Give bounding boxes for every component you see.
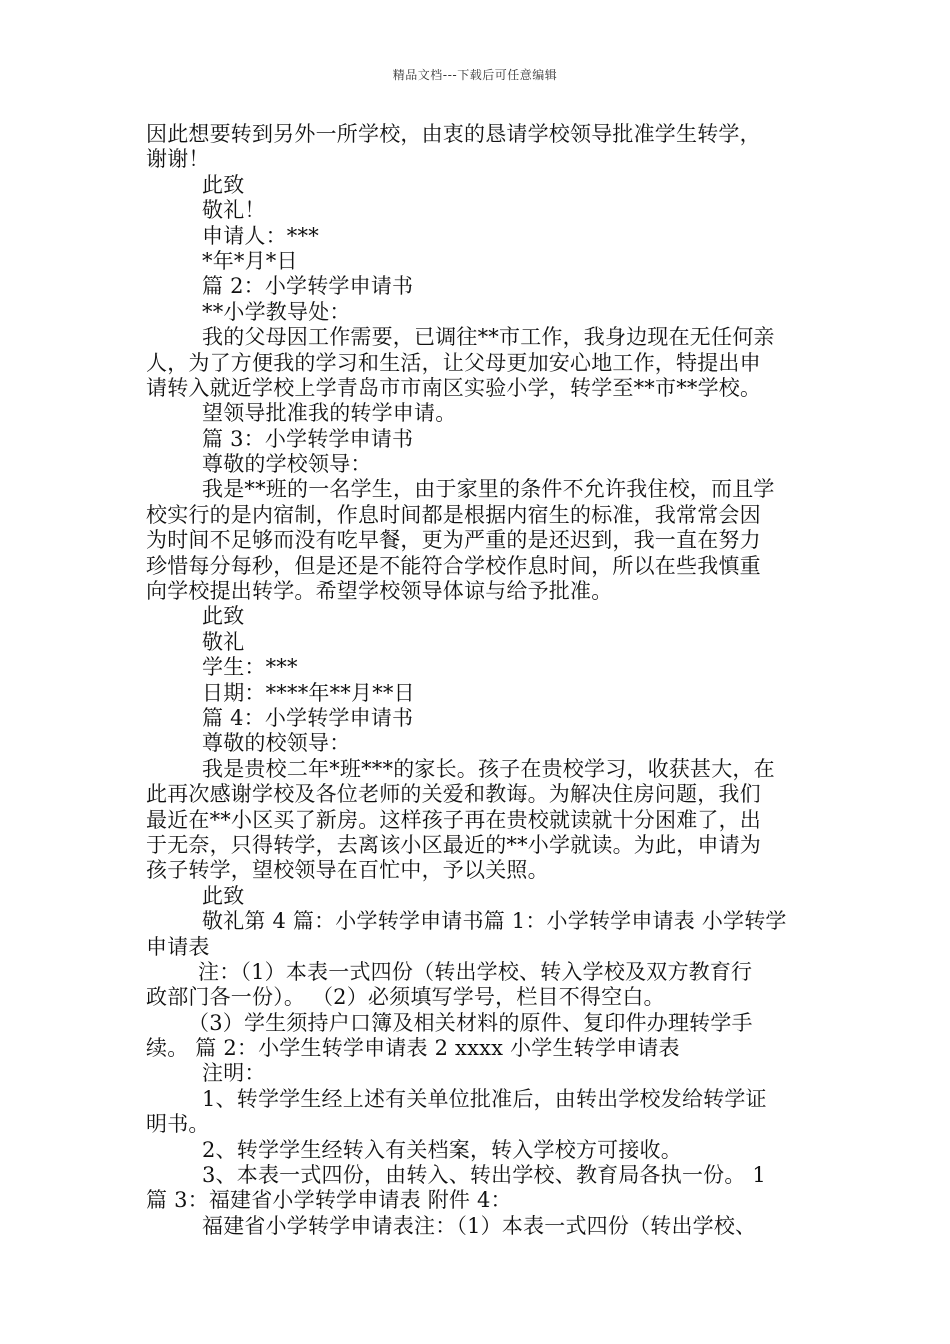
- paragraph-line: 福建省小学转学申请表注：（1）本表一式四份（转出学校、: [202, 1213, 757, 1238]
- paragraph-line: 明书。: [146, 1112, 210, 1137]
- paragraph-line: 望领导批准我的转学申请。: [202, 401, 457, 426]
- page-header: 精品文档---下载后可任意编辑: [392, 68, 558, 82]
- paragraph-line: 我是贵校二年*班***的家长。孩子在贵校学习，收获甚大，在: [202, 756, 775, 781]
- paragraph-line: 学生：***: [202, 655, 298, 680]
- paragraph-line: 注明：: [202, 1061, 266, 1086]
- paragraph-line: 于无奈，只得转学，去离该小区最近的**小学就读。为此，申请为: [146, 832, 761, 857]
- paragraph-line: 为时间不足够而没有吃早餐，更为严重的是还迟到，我一直在努力: [146, 528, 761, 553]
- paragraph-line: 我是**班的一名学生，由于家里的条件不允许我住校，而且学: [202, 477, 775, 502]
- paragraph-line: 谢谢！: [146, 147, 210, 172]
- paragraph-line: 2、转学学生经转入有关档案，转入学校方可接收。: [202, 1137, 682, 1162]
- paragraph-line: 此致: [202, 604, 245, 629]
- paragraph-line: 请转入就近学校上学青岛市市南区实验小学，转学至**市**学校。: [146, 375, 762, 400]
- paragraph-line: 注：（1）本表一式四份（转出学校、转入学校及双方教育行: [198, 959, 753, 984]
- paragraph-line: 政部门各一份）。 （2）必须填写学号，栏目不得空白。: [146, 985, 665, 1010]
- paragraph-line: 最近在**小区买了新房。这样孩子再在贵校就读就十分困难了，出: [146, 807, 761, 832]
- paragraph-line: 申请人：***: [202, 223, 319, 248]
- paragraph-line: 人，为了方便我的学习和生活，让父母更加安心地工作，特提出申: [146, 350, 761, 375]
- document-body: [146, 122, 810, 1239]
- paragraph-line: 篇 2：小学转学申请书: [202, 274, 414, 299]
- paragraph-line: 向学校提出转学。希望学校领导体谅与给予批准。: [146, 579, 613, 604]
- paragraph-line: 篇 3：福建省小学转学申请表 附件 4：: [146, 1188, 512, 1213]
- paragraph-line: 此再次感谢学校及各位老师的关爱和教诲。为解决住房问题，我们: [146, 782, 761, 807]
- paragraph-line: 敬礼: [202, 629, 245, 654]
- paragraph-line: 我的父母因工作需要，已调往**市工作，我身边现在无任何亲: [202, 325, 775, 350]
- paragraph-line: 续。 篇 2：小学生转学申请表 2 xxxx 小学生转学申请表: [146, 1036, 680, 1061]
- paragraph-line: 此致: [202, 172, 245, 197]
- paragraph-line: 敬礼第 4 篇：小学转学申请书篇 1：小学转学申请表 小学转学: [202, 909, 787, 934]
- paragraph-line: 孩子转学，望校领导在百忙中，予以关照。: [146, 858, 549, 883]
- paragraph-line: 校实行的是内宿制，作息时间都是根据内宿生的标准，我常常会因: [146, 502, 761, 527]
- paragraph-line: 尊敬的学校领导：: [202, 452, 372, 477]
- paragraph-line: 此致: [202, 883, 245, 908]
- paragraph-line: 3、本表一式四份，由转入、转出学校、教育局各执一份。 1: [202, 1163, 766, 1188]
- paragraph-line: *年*月*日: [202, 248, 298, 273]
- paragraph-line: 申请表: [146, 934, 210, 959]
- paragraph-line: 1、转学学生经上述有关单位批准后，由转出学校发给转学证: [202, 1086, 767, 1111]
- paragraph-line: 尊敬的校领导：: [202, 731, 351, 756]
- paragraph-line: **小学教导处：: [202, 299, 351, 324]
- paragraph-line: 珍惜每分每秒，但是还是不能符合学校作息时间，所以在些我慎重: [146, 553, 761, 578]
- paragraph-line: 篇 4：小学转学申请书: [202, 705, 414, 730]
- paragraph-line: 敬礼！: [202, 198, 266, 223]
- paragraph-line: 篇 3：小学转学申请书: [202, 426, 414, 451]
- paragraph-line: 日期：****年**月**日: [202, 680, 415, 705]
- paragraph-line: （3）学生须持户口簿及相关材料的原件、复印件办理转学手: [188, 1010, 753, 1035]
- paragraph-line: 因此想要转到另外一所学校，由衷的恳请学校领导批准学生转学，: [146, 122, 761, 146]
